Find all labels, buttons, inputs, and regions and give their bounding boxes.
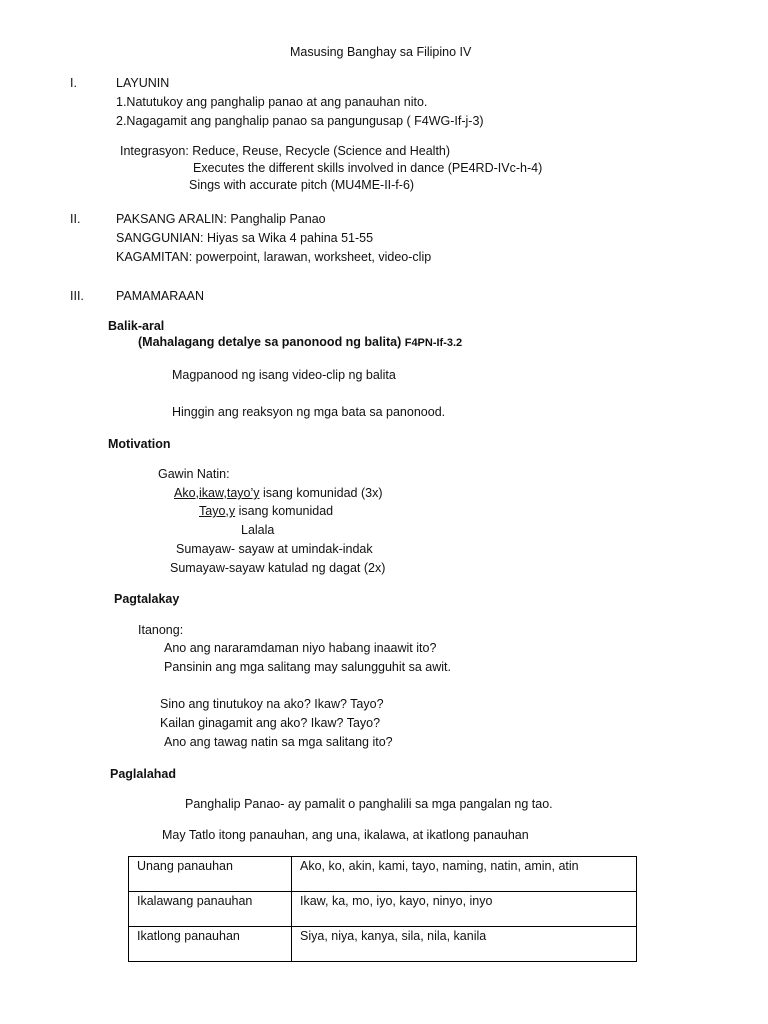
song-line-2-rest: isang komunidad bbox=[235, 504, 334, 518]
page-title: Masusing Banghay sa Filipino IV bbox=[290, 45, 472, 59]
song-line-5: Sumayaw-sayaw katulad ng dagat (2x) bbox=[170, 561, 386, 575]
section-1-number: I. bbox=[70, 76, 77, 90]
balik-aral-sub: (Mahalagang detalye sa panonood ng balita) bbox=[138, 335, 402, 349]
objective-1: 1.Natutukoy ang panghalip panao at ang panauhan nito. bbox=[116, 95, 428, 109]
itanong: Itanong: bbox=[138, 623, 184, 637]
song-word-ako: Ako bbox=[174, 486, 196, 500]
panauhan-words: Ikaw, ka, mo, iyo, kayo, ninyo, inyo bbox=[292, 892, 637, 927]
kagamitan: KAGAMITAN: powerpoint, larawan, worksheet, video-clip bbox=[116, 250, 432, 264]
integration-line-1: Integrasyon: Reduce, Reuse, Recycle (Science and Health) bbox=[120, 144, 451, 158]
panauhan-table bbox=[128, 856, 637, 962]
section-1-title: LAYUNIN bbox=[116, 76, 170, 90]
table-row bbox=[129, 892, 637, 927]
song-comma: , bbox=[223, 486, 227, 500]
panauhan-words: Ako, ko, akin, kami, tayo, naming, natin, amin, atin bbox=[292, 857, 637, 892]
song-line-3: Lalala bbox=[241, 523, 275, 537]
question-2: Pansinin ang mga salitang may salungguhit sa awit. bbox=[164, 660, 451, 674]
gawin-natin: Gawin Natin: bbox=[158, 467, 230, 481]
song-line-4: Sumayaw- sayaw at umindak-indak bbox=[176, 542, 373, 556]
section-2-number: II. bbox=[70, 212, 81, 226]
balik-aral-line-1: Magpanood ng isang video-clip ng balita bbox=[172, 368, 396, 382]
song-word-ikaw: ikaw bbox=[199, 486, 224, 500]
song-comma: , bbox=[195, 486, 200, 500]
song-line-2 bbox=[199, 503, 333, 519]
section-3-title: PAMAMARAAN bbox=[116, 289, 204, 303]
question-4: Kailan ginagamit ang ako? Ikaw? Tayo? bbox=[160, 716, 381, 730]
objective-2: 2.Nagagamit ang panghalip panao sa pangungusap ( F4WG-If-j-3) bbox=[116, 114, 484, 128]
integration-line-3: Sings with accurate pitch (MU4ME-II-f-6) bbox=[189, 178, 415, 192]
sanggunian: SANGGUNIAN: Hiyas sa Wika 4 pahina 51-55 bbox=[116, 231, 374, 245]
balik-aral-line-2: Hinggin ang reaksyon ng mga bata sa panonood. bbox=[172, 405, 446, 419]
balik-aral-subheading bbox=[138, 334, 462, 351]
motivation-heading: Motivation bbox=[108, 437, 171, 451]
song-word-tayo: Tayo,y bbox=[199, 504, 236, 518]
panghalip-panao-definition: Panghalip Panao- ay pamalit o panghalili sa mga pangalan ng tao. bbox=[185, 797, 553, 811]
panauhan-label: Unang panauhan bbox=[129, 857, 292, 892]
question-1: Ano ang nararamdaman niyo habang inaawit ito? bbox=[164, 641, 437, 655]
panauhan-words: Siya, niya, kanya, sila, nila, kanila bbox=[292, 927, 637, 962]
panauhan-label: Ikalawang panauhan bbox=[129, 892, 292, 927]
question-3: Sino ang tinutukoy na ako? Ikaw? Tayo? bbox=[160, 697, 384, 711]
question-5: Ano ang tawag natin sa mga salitang ito? bbox=[164, 735, 393, 749]
paksang-aralin: PAKSANG ARALIN: Panghalip Panao bbox=[116, 212, 326, 226]
song-word-tayoy: tayo’y bbox=[226, 486, 260, 500]
pagtalakay-heading: Pagtalakay bbox=[114, 592, 180, 606]
integration-line-2: Executes the different skills involved in dance (PE4RD-IVc-h-4) bbox=[193, 161, 543, 175]
balik-aral-heading: Balik-aral bbox=[108, 319, 165, 333]
table-row bbox=[129, 857, 637, 892]
song-line-1-rest: isang komunidad (3x) bbox=[259, 486, 383, 500]
song-line-1 bbox=[174, 485, 382, 501]
section-3-number: III. bbox=[70, 289, 84, 303]
table-row bbox=[129, 927, 637, 962]
panauhan-label: Ikatlong panauhan bbox=[129, 927, 292, 962]
balik-aral-code: F4PN-If-3.2 bbox=[404, 337, 463, 349]
paglalahad-heading: Paglalahad bbox=[110, 767, 176, 781]
panauhan-intro: May Tatlo itong panauhan, ang una, ikalawa, at ikatlong panauhan bbox=[162, 828, 529, 842]
